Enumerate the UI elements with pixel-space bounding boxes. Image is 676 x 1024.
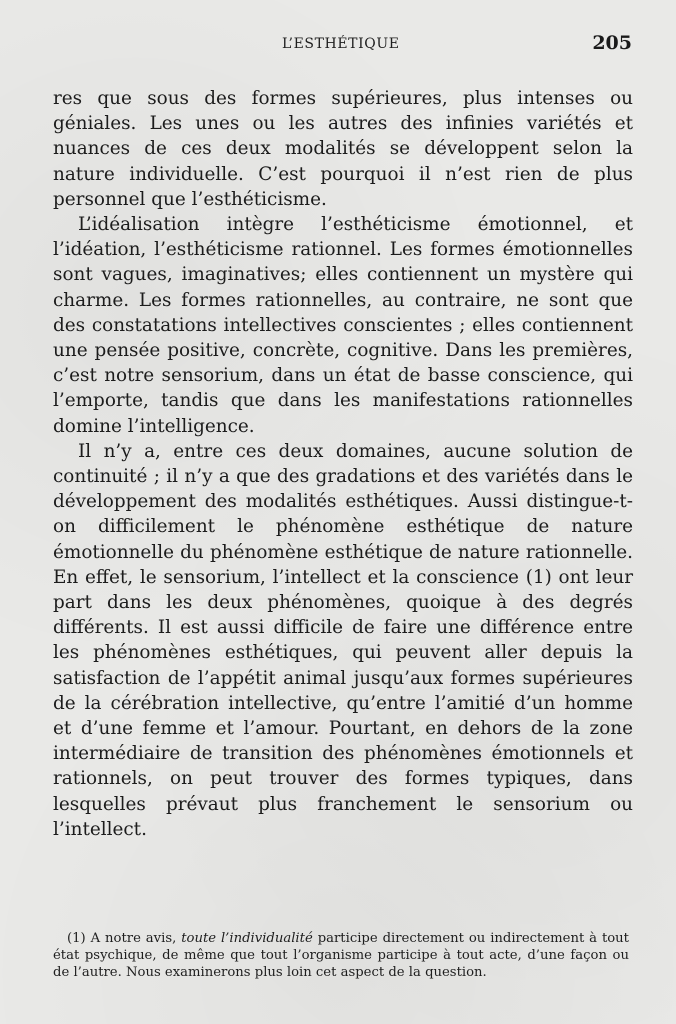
footnote — [53, 930, 629, 982]
footnote-marker: (1) — [67, 931, 86, 946]
footnote-text-before: A notre avis, — [90, 931, 177, 946]
running-title: L’ESTHÉTIQUE — [282, 36, 400, 52]
page-number: 205 — [592, 32, 632, 54]
footnote-emphasis: toute l’individualité — [181, 931, 313, 946]
running-head — [0, 34, 676, 58]
paragraph-continued: res que sous des formes supérieures, plus intenses ou géniales. Les unes ou les autres des infinies variétés et nuances de ces deux modalités se développent selon la nature individuelle. C’est pourquoi il n’est rien de plus personnel que l’esthéticisme. — [53, 88, 633, 210]
footnote-text — [53, 930, 629, 982]
paragraph-idealisation: L’idéalisation intègre l’esthéticisme émotionnel, et l’idéation, l’esthéticisme rationnel. Les formes émotionnelles sont vagues, imaginatives; elles contiennent un mystère qui charme. Les formes rationnelles, au contraire, ne sont que des constatations intellectives conscientes ; elles contiennent une pensée positive, concrète, cognitive. Dans les premières, c’est notre sensorium, dans un état de basse conscience, qui l’emporte, tandis que dans les manifestations rationnelles domine l’intelligence. — [53, 214, 633, 437]
body-text — [53, 86, 633, 842]
footnote-text-after: participe directement ou indirectement à tout état psychique, de même que tout l’organisme participe à tout acte, d’une façon ou de l’autre. Nous examinerons plus loin cet aspect de la question. — [53, 931, 629, 981]
paragraph-continuite: Il n’y a, entre ces deux domaines, aucune solution de continuité ; il n’y a que des gradations et des variétés dans le développement des modalités esthétiques. Aussi distingue-t-on difficilement le phénomène esthétique de nature émotionnelle du phénomène esthétique de nature rationnelle. En effet, le sensorium, l’intellect et la conscience (1) ont leur part dans les deux phénomènes, quoique à des degrés différents. Il est aussi difficile de faire une différence entre les phénomènes esthétiques, qui peuvent aller depuis la satisfaction de l’appétit animal jusqu’aux formes supérieures de la cérébration intellective, qu’entre l’amitié d’un homme et d’une femme et l’amour. Pourtant, en dehors de la zone intermédiaire de transition des phénomènes émotionnels et rationnels, on peut trouver des formes typiques, dans lesquelles prévaut plus franchement le sensorium ou l’intellect. — [53, 440, 633, 840]
